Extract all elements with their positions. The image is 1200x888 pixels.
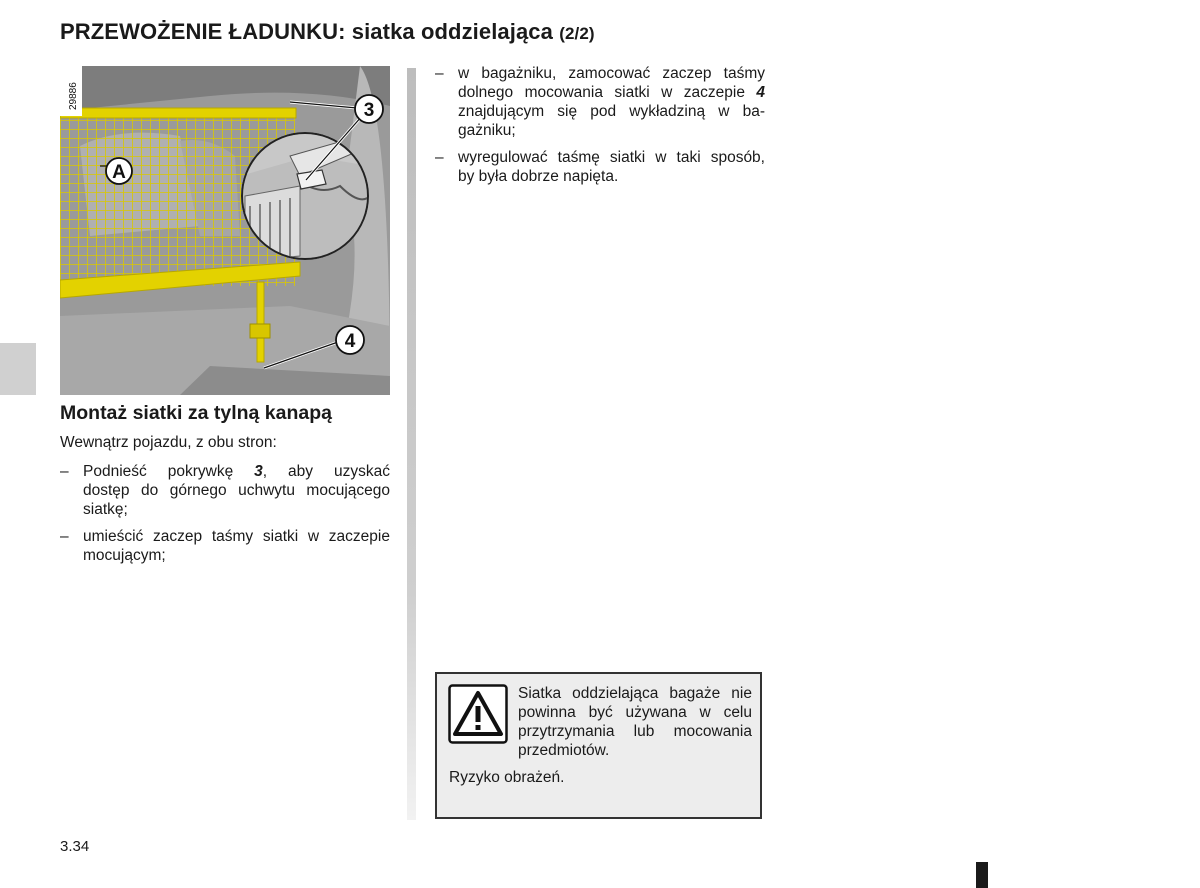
page-title (60, 19, 595, 45)
list-dash: – (60, 528, 69, 545)
cargo-net-illustration (60, 66, 390, 395)
list-dash: – (60, 463, 69, 480)
list-line: dostęp do górnego uchwytu mocującego (83, 482, 390, 499)
list-line: wyregulować taśmę siatki w taki sposób, (458, 149, 765, 166)
left-instruction-list (60, 462, 390, 573)
list-line: umieścić zaczep taśmy siatki w zaczepie (83, 528, 390, 545)
svg-text:4: 4 (344, 331, 356, 352)
list-item (435, 64, 765, 140)
list-dash: – (435, 65, 444, 82)
list-line: w bagażniku, zamocować zaczep taśmy (458, 65, 765, 82)
ref-number-3: 3 (254, 463, 263, 480)
warning-line: powinna być używana w celu (518, 704, 752, 721)
list-text: , aby uzyskać (262, 463, 390, 480)
list-text: dolnego mocowania siatki w zaczepie (458, 84, 757, 101)
svg-text:A: A (112, 162, 126, 183)
title-page-indicator: (2/2) (559, 24, 595, 43)
list-line: siatkę; (83, 501, 128, 518)
section-heading: Montaż siatki za tylną kanapą (60, 402, 333, 424)
list-line: by była dobrze napięta. (458, 168, 619, 185)
warning-line: przytrzymania lub mocowania (518, 723, 752, 740)
figure-label-3 (355, 95, 383, 123)
list-item (435, 148, 765, 186)
warning-text (518, 684, 752, 760)
warning-line: przedmiotów. (518, 742, 610, 759)
warning-risk: Ryzyko obrażeń. (449, 769, 565, 786)
figure-code: 29886 (68, 82, 79, 110)
page-edge-marker (976, 862, 988, 888)
title-main: PRZEWOŻENIE ŁADUNKU: (60, 19, 346, 44)
figure-label-a (106, 158, 132, 184)
right-instruction-list (435, 64, 765, 194)
list-item (60, 462, 390, 519)
list-item (60, 527, 390, 565)
warning-triangle-icon (448, 684, 508, 744)
warning-line: Siatka oddzielająca bagaże nie (518, 685, 752, 702)
list-dash: – (435, 149, 444, 166)
ref-number-4: 4 (756, 84, 765, 101)
cargo-net-drawing (60, 66, 390, 395)
list-line: mocującym; (83, 547, 166, 564)
list-line (83, 462, 390, 481)
warning-box (435, 672, 762, 819)
title-sub: siatka oddzielająca (345, 19, 553, 44)
figure-label-4 (336, 326, 364, 354)
column-divider (407, 68, 416, 820)
section-intro: Wewnątrz pojazdu, z obu stron: (60, 434, 277, 451)
svg-text:3: 3 (363, 100, 375, 121)
page-number: 3.34 (60, 838, 90, 855)
list-text: Podnieść pokrywkę (83, 463, 255, 480)
list-line (458, 83, 765, 102)
chapter-side-tab (0, 343, 36, 395)
list-line: znajdującym się pod wykładziną w ba- (458, 103, 765, 120)
list-line: gażniku; (458, 122, 516, 139)
